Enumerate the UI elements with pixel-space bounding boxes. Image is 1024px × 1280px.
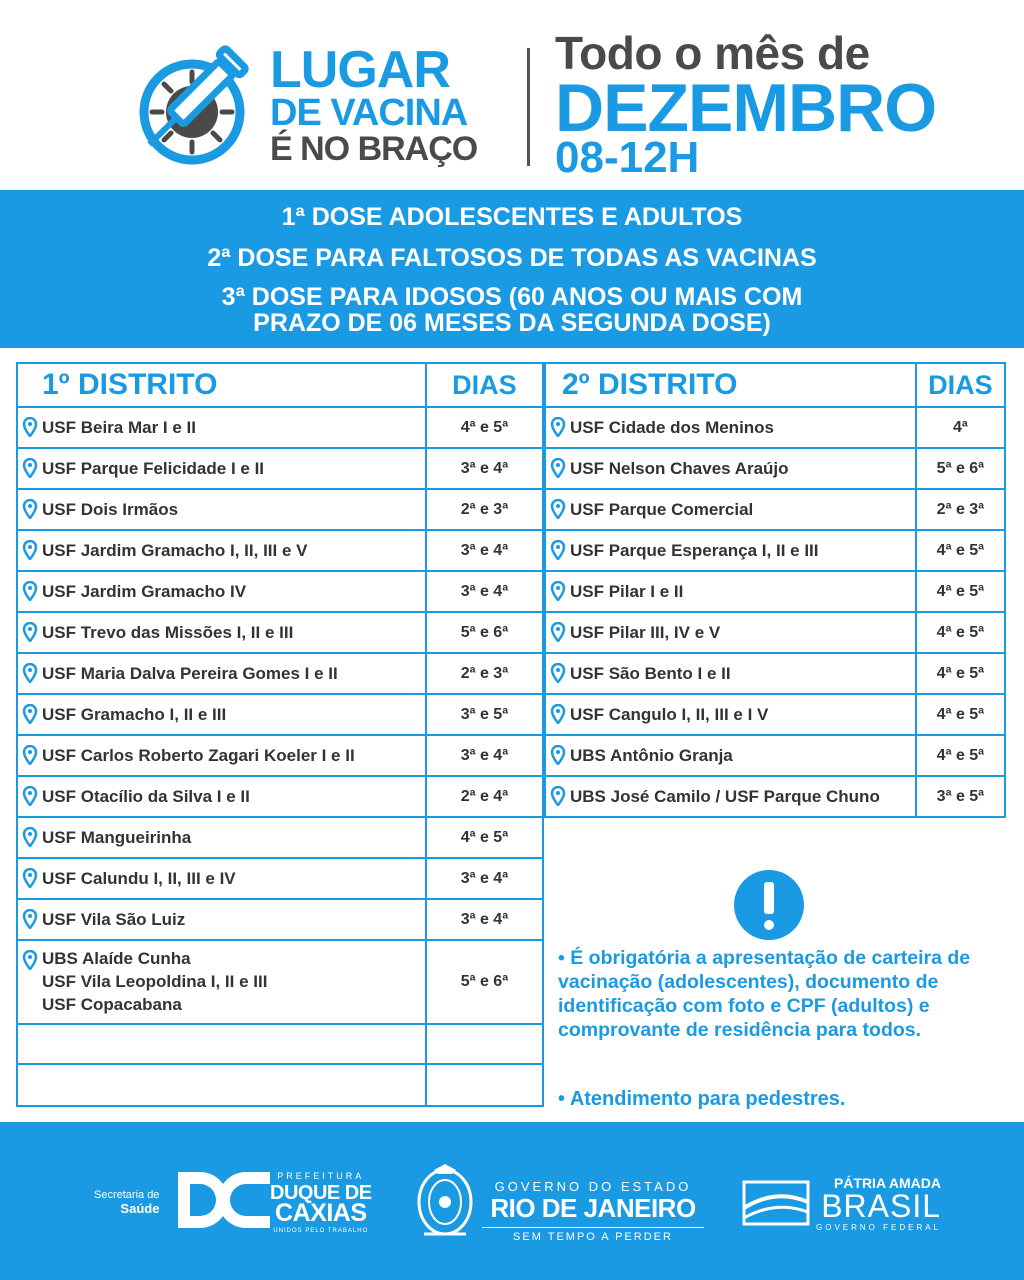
location-pin-icon: [550, 581, 566, 601]
unit-days: 3ª e 5ª: [916, 776, 1005, 817]
table-row: [545, 776, 1005, 817]
unit-name: USF Jardim Gramacho IV: [42, 582, 247, 601]
requirements-text: • É obrigatória a apresentação de carteira de vacinação (adolescentes), documento de identificação com foto e CPF (adultos) e comprovante de residência para todos.: [558, 947, 971, 1041]
unit-days: 3ª e 4ª: [426, 448, 543, 489]
location-pin-icon: [22, 499, 38, 519]
schedule-month: DEZEMBRO: [555, 70, 937, 146]
days-header: DIAS: [916, 363, 1005, 407]
unit-name: USF Otacílio da Silva I e II: [42, 787, 250, 806]
unit-cell: [545, 571, 916, 612]
unit-cell: [17, 817, 426, 858]
table-row: [17, 653, 543, 694]
unit-cell: [545, 694, 916, 735]
unit-name: USF Copacabana: [42, 995, 182, 1014]
prefeitura-logo: [270, 1172, 372, 1234]
unit-name: UBS Alaíde Cunha: [42, 949, 191, 968]
unit-days: 3ª e 4ª: [426, 858, 543, 899]
unit-name: USF Cidade dos Meninos: [570, 418, 775, 437]
secretaria-line-1: Secretaria de: [94, 1189, 160, 1201]
pref-line-2: DUQUE DE: [270, 1182, 372, 1204]
district-2-title: 2º DISTRITO: [545, 363, 916, 407]
unit-cell: [17, 530, 426, 571]
header: [0, 0, 1024, 190]
requirements-note: [548, 826, 1018, 1122]
unit-days: 4ª e 5ª: [916, 694, 1005, 735]
unit-cell: [17, 899, 426, 940]
table-row: [545, 448, 1005, 489]
banner-line-3a: 3ª DOSE PARA IDOSOS (60 ANOS OU MAIS COM: [221, 283, 803, 311]
pedestrian-notice: • Atendimento para pedestres.: [558, 1088, 846, 1110]
table-row: [17, 571, 543, 612]
unit-cell: [545, 735, 916, 776]
location-pin-icon: [22, 827, 38, 847]
location-pin-icon: [22, 704, 38, 724]
unit-cell: [545, 530, 916, 571]
empty-cell: [426, 1064, 543, 1106]
header-divider: [527, 48, 530, 166]
schedule-line-1: Todo o mês de: [555, 27, 870, 79]
footer: [0, 1122, 1024, 1280]
unit-cell: [17, 858, 426, 899]
unit-cell: [545, 612, 916, 653]
rio-de-janeiro-crest-icon: [414, 1164, 476, 1240]
unit-name: USF Gramacho I, II e III: [42, 705, 227, 724]
unit-days: 2ª e 3ª: [916, 489, 1005, 530]
multi-unit-cell: [17, 940, 426, 1024]
unit-days: 3ª e 4ª: [426, 735, 543, 776]
br-line-2: BRASIL: [821, 1188, 942, 1224]
table-row: [545, 653, 1005, 694]
location-pin-icon: [22, 745, 38, 765]
unit-name: USF Vila São Luiz: [42, 910, 186, 929]
unit-name: UBS Antônio Granja: [570, 746, 733, 765]
multi-unit-names: [42, 947, 267, 1016]
table-header-row: [17, 363, 543, 407]
table-row: [17, 407, 543, 448]
unit-cell: [17, 407, 426, 448]
br-line-3: GOVERNO FEDERAL: [816, 1223, 942, 1232]
unit-cell: [545, 448, 916, 489]
unit-days: 2ª e 4ª: [426, 776, 543, 817]
unit-days: 4ª e 5ª: [916, 571, 1005, 612]
unit-cell: [17, 612, 426, 653]
table-row: [545, 694, 1005, 735]
table-row: [545, 735, 1005, 776]
br-line-1: PÁTRIA AMADA: [833, 1175, 942, 1191]
unit-name: USF Nelson Chaves Araújo: [570, 459, 789, 478]
empty-cell: [426, 1024, 543, 1064]
table-row: [17, 899, 543, 940]
table-row: [17, 694, 543, 735]
secretaria-line-2: Saúde: [120, 1201, 160, 1216]
location-pin-icon: [550, 663, 566, 683]
logo-line-2: DE VACINA: [270, 92, 468, 134]
unit-name: USF Maria Dalva Pereira Gomes I e II: [42, 664, 338, 683]
unit-name: USF Beira Mar I e II: [42, 418, 196, 437]
empty-row: [17, 1024, 543, 1064]
location-pin-icon: [22, 868, 38, 888]
unit-name: USF Cangulo I, II, III e I V: [570, 705, 769, 724]
unit-name: USF Vila Leopoldina I, II e III: [42, 972, 268, 991]
schedule-headline: [555, 27, 937, 182]
unit-name: USF Carlos Roberto Zagari Koeler I e II: [42, 746, 355, 765]
dose-banner: [0, 190, 1024, 348]
location-pin-icon: [550, 499, 566, 519]
table-row: [17, 735, 543, 776]
unit-cell: [17, 776, 426, 817]
unit-name: USF Pilar III, IV e V: [570, 623, 721, 642]
unit-days: 5ª e 6ª: [426, 612, 543, 653]
district-1-rows: [17, 407, 543, 940]
unit-days: 4ª e 5ª: [916, 530, 1005, 571]
table-row: [545, 489, 1005, 530]
location-pin-icon: [550, 704, 566, 724]
district-2-rows: [545, 407, 1005, 817]
schedule-hours: 08-12H: [555, 133, 700, 182]
unit-days: 4ª e 5ª: [426, 817, 543, 858]
location-pin-icon: [550, 458, 566, 478]
table-row: [545, 407, 1005, 448]
rj-line-3: SEM TEMPO A PERDER: [482, 1227, 704, 1243]
unit-days: 3ª e 4ª: [426, 899, 543, 940]
unit-cell: [17, 653, 426, 694]
unit-days: 5ª e 6ª: [426, 940, 543, 1024]
unit-days: 4ª e 5ª: [916, 653, 1005, 694]
banner-line-3b: PRAZO DE 06 MESES DA SEGUNDA DOSE): [253, 309, 771, 337]
unit-days: 3ª e 4ª: [426, 571, 543, 612]
unit-cell: [17, 694, 426, 735]
location-pin-icon: [22, 786, 38, 806]
unit-name: USF Dois Irmãos: [42, 500, 179, 519]
location-pin-icon: [22, 950, 38, 970]
empty-cell: [17, 1064, 426, 1106]
unit-name: USF São Bento I e II: [570, 664, 731, 683]
unit-cell: [17, 571, 426, 612]
duque-de-caxias-dc-logo-icon: [176, 1170, 272, 1230]
secretaria-label: [94, 1188, 159, 1217]
location-pin-icon: [22, 458, 38, 478]
location-pin-icon: [550, 745, 566, 765]
unit-cell: [17, 448, 426, 489]
pref-line-3: CAXIAS: [275, 1199, 367, 1227]
unit-cell: [545, 776, 916, 817]
governo-estado-logo: [482, 1180, 704, 1243]
table-header-row: [545, 363, 1005, 407]
unit-cell: [17, 489, 426, 530]
empty-cell: [17, 1024, 426, 1064]
unit-cell: [545, 407, 916, 448]
unit-name: UBS José Camilo / USF Parque Chuno: [570, 787, 880, 806]
table-row: [545, 571, 1005, 612]
unit-days: 4ª: [916, 407, 1005, 448]
location-pin-icon: [22, 417, 38, 437]
table-row: [17, 489, 543, 530]
district-2-table: [544, 362, 1006, 818]
unit-days: 2ª e 3ª: [426, 489, 543, 530]
table-row: [17, 448, 543, 489]
unit-cell: [545, 653, 916, 694]
exclamation-icon: [734, 870, 804, 940]
location-pin-icon: [22, 540, 38, 560]
location-pin-icon: [550, 417, 566, 437]
table-row: [545, 530, 1005, 571]
rj-line-2: RIO DE JANEIRO: [490, 1193, 696, 1223]
table-row: [17, 530, 543, 571]
unit-name: USF Trevo das Missões I, II e III: [42, 623, 294, 642]
district-1-table: [16, 362, 544, 1107]
days-header: DIAS: [426, 363, 543, 407]
unit-days: 3ª e 4ª: [426, 530, 543, 571]
empty-row: [17, 1064, 543, 1106]
pref-line-1: PREFEITURA: [277, 1171, 365, 1181]
syringe-virus-icon: [122, 42, 252, 172]
unit-cell: [17, 735, 426, 776]
governo-federal-logo: [816, 1176, 941, 1232]
unit-days: 5ª e 6ª: [916, 448, 1005, 489]
banner-line-2: 2ª DOSE PARA FALTOSOS DE TODAS AS VACINAS: [207, 244, 817, 272]
table-row: [17, 817, 543, 858]
rj-line-1: GOVERNO DO ESTADO: [494, 1179, 692, 1194]
logo-line-3: É NO BRAÇO: [270, 130, 478, 168]
location-pin-icon: [22, 581, 38, 601]
district-1-title: 1º DISTRITO: [17, 363, 426, 407]
unit-days: 4ª e 5ª: [916, 735, 1005, 776]
unit-cell: [545, 489, 916, 530]
unit-name: USF Calundu I, II, III e IV: [42, 869, 236, 888]
table-row: [17, 940, 543, 1024]
logo-line-1: LUGAR: [270, 41, 450, 99]
location-pin-icon: [22, 909, 38, 929]
location-pin-icon: [22, 663, 38, 683]
unit-days: 3ª e 5ª: [426, 694, 543, 735]
unit-days: 4ª e 5ª: [916, 612, 1005, 653]
pref-line-4: UNIDOS PELO TRABALHO: [273, 1228, 369, 1234]
unit-days: 4ª e 5ª: [426, 407, 543, 448]
table-row: [17, 776, 543, 817]
location-pin-icon: [550, 540, 566, 560]
table-row: [545, 612, 1005, 653]
location-pin-icon: [22, 622, 38, 642]
location-pin-icon: [550, 786, 566, 806]
unit-days: 2ª e 3ª: [426, 653, 543, 694]
table-row: [17, 858, 543, 899]
unit-name: USF Jardim Gramacho I, II, III e V: [42, 541, 308, 560]
location-pin-icon: [550, 622, 566, 642]
table-row: [17, 612, 543, 653]
unit-name: USF Pilar I e II: [570, 582, 684, 601]
unit-name: USF Parque Esperança I, II e III: [570, 541, 819, 560]
brasil-flag-mark-icon: [740, 1178, 812, 1228]
unit-name: USF Mangueirinha: [42, 828, 192, 847]
banner-line-1: 1ª DOSE ADOLESCENTES E ADULTOS: [281, 203, 743, 231]
unit-name: USF Parque Comercial: [570, 500, 754, 519]
campaign-logo-text: [270, 41, 478, 168]
unit-name: USF Parque Felicidade I e II: [42, 459, 265, 478]
